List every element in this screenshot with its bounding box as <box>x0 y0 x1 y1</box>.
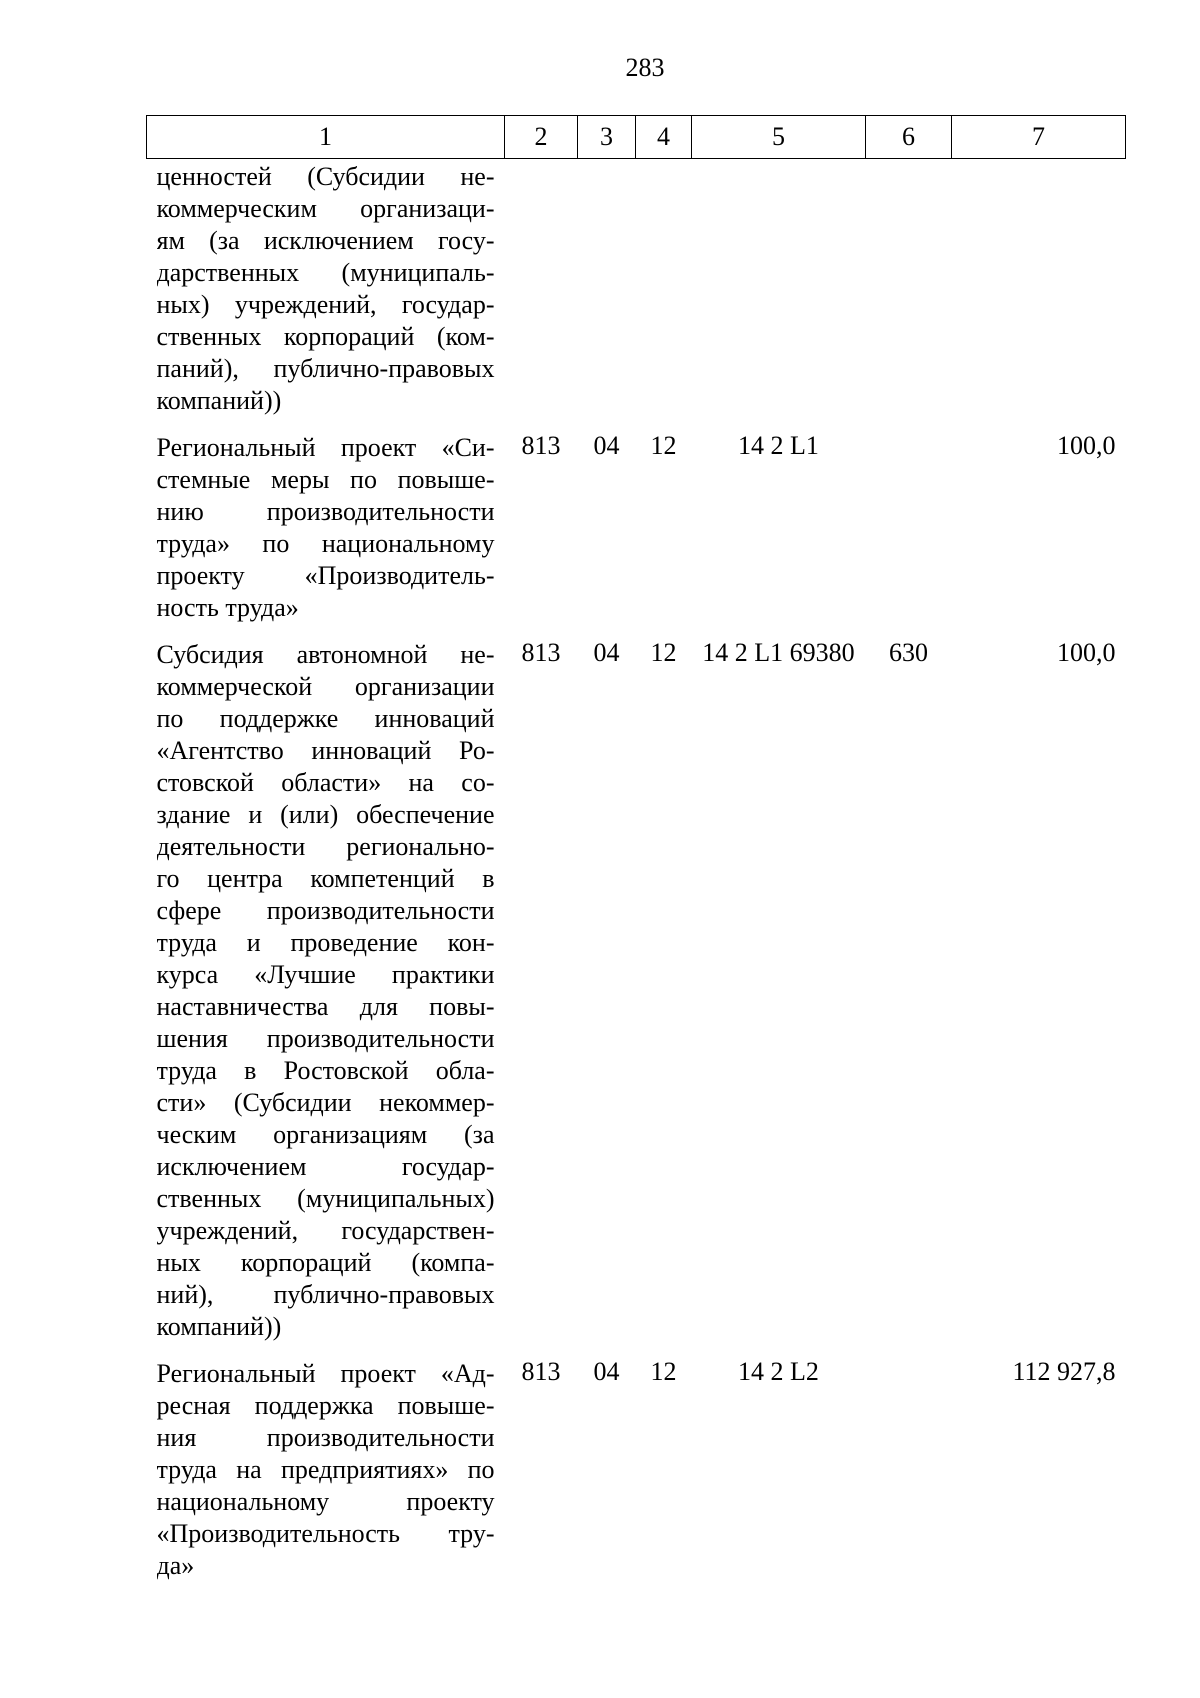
table-row <box>147 159 1126 431</box>
row-name-line: компаний)) <box>156 386 282 415</box>
target-article-cell <box>692 159 866 431</box>
row-name-line: ям (за исключением госу- <box>156 226 495 255</box>
row-name-line: исключением государ- <box>156 1152 495 1181</box>
header-col-1: 1 <box>147 116 505 159</box>
header-col-7: 7 <box>952 116 1126 159</box>
row-name-line: Субсидия автономной не- <box>156 640 495 669</box>
row-name-line: ресная поддержка повыше- <box>156 1391 495 1420</box>
row-name-line: да» <box>156 1551 195 1580</box>
subsection-code-cell: 12 <box>650 1357 677 1386</box>
row-name-line: Региональный проект «Ад- <box>156 1359 495 1388</box>
expense-type-cell <box>866 159 952 431</box>
row-name-line: труда» по национальному <box>156 529 495 558</box>
budget-table <box>146 115 1126 1595</box>
expense-type-cell: 630 <box>889 638 928 667</box>
row-name-line: «Производительность тру- <box>156 1519 495 1548</box>
amount-cell: 100,0 <box>1057 431 1116 460</box>
row-name-line: ценностей (Субсидии не- <box>156 162 495 191</box>
row-name-line: ных) учреждений, государ- <box>156 290 495 319</box>
row-name-line: дарственных (муниципаль- <box>156 258 495 287</box>
row-name-cell <box>147 1356 505 1595</box>
ministry-code-cell: 813 <box>521 1357 561 1386</box>
header-col-6: 6 <box>866 116 952 159</box>
target-article-cell: 14 2 L1 69380 <box>702 638 855 667</box>
header-col-2: 2 <box>505 116 578 159</box>
amount-cell <box>952 159 1126 431</box>
ministry-code-cell: 813 <box>521 431 561 460</box>
table-body <box>147 159 1126 1596</box>
row-name-line: по поддержке инноваций <box>156 704 495 733</box>
row-name-line: коммерческим организаци- <box>156 194 495 223</box>
row-name-line: национальному проекту <box>156 1487 495 1516</box>
row-name-cell <box>147 159 505 431</box>
header-row <box>147 116 1126 159</box>
row-name-line: «Агентство инноваций Ро- <box>156 736 495 765</box>
row-name-line: труда и проведение кон- <box>156 928 495 957</box>
ministry-code-cell: 813 <box>521 638 561 667</box>
row-name-line: учреждений, государствен- <box>156 1216 495 1245</box>
table-row <box>147 430 1126 637</box>
row-name-line: сфере производительности <box>156 896 495 925</box>
row-name-line: труда на предприятиях» по <box>156 1455 495 1484</box>
row-name-line: ственных (муниципальных) <box>156 1184 495 1213</box>
row-name-line: компаний)) <box>156 1312 282 1341</box>
row-name-line: ний), публично-правовых <box>156 1280 495 1309</box>
row-name-line: проекту «Производитель- <box>156 561 495 590</box>
table-header <box>147 116 1126 159</box>
table-row <box>147 637 1126 1356</box>
row-name-line: сти» (Субсидии некоммер- <box>156 1088 495 1117</box>
section-code-cell: 04 <box>593 1357 620 1386</box>
row-name-line: нию производительности <box>156 497 495 526</box>
row-name-cell <box>147 430 505 637</box>
row-name-line: деятельности регионально- <box>156 832 495 861</box>
page-number: 283 <box>625 53 665 82</box>
row-name-line: ния производительности <box>156 1423 495 1452</box>
target-article-cell: 14 2 L2 <box>738 1357 819 1386</box>
header-col-5: 5 <box>692 116 866 159</box>
expense-type-cell <box>866 430 952 637</box>
subsection-code-cell: 12 <box>650 431 677 460</box>
subsection-code-cell: 12 <box>650 638 677 667</box>
subsection-code-cell <box>636 159 692 431</box>
row-name-line: ных корпораций (компа- <box>156 1248 495 1277</box>
row-name-line: шения производительности <box>156 1024 495 1053</box>
row-name-line: коммерческой организации <box>156 672 495 701</box>
row-name-line: ческим организациям (за <box>156 1120 495 1149</box>
section-code-cell: 04 <box>593 431 620 460</box>
row-name-line: ность труда» <box>156 593 299 622</box>
section-code-cell: 04 <box>593 638 620 667</box>
row-name-line: паний), публично-правовых <box>156 354 495 383</box>
section-code-cell <box>578 159 636 431</box>
row-name-line: здание и (или) обеспечение <box>156 800 495 829</box>
header-col-4: 4 <box>636 116 692 159</box>
row-name-cell <box>147 637 505 1356</box>
row-name-line: го центра компетенций в <box>156 864 495 893</box>
target-article-cell: 14 2 L1 <box>738 431 819 460</box>
header-col-3: 3 <box>578 116 636 159</box>
amount-cell: 112 927,8 <box>1012 1357 1116 1386</box>
table-row <box>147 1356 1126 1595</box>
row-name-line: Региональный проект «Си- <box>156 433 495 462</box>
row-name-line: стовской области» на со- <box>156 768 495 797</box>
row-name-line: наставничества для повы- <box>156 992 495 1021</box>
row-name-line: стемные меры по повыше- <box>156 465 495 494</box>
ministry-code-cell <box>505 159 578 431</box>
row-name-line: ственных корпораций (ком- <box>156 322 495 351</box>
amount-cell: 100,0 <box>1057 638 1116 667</box>
row-name-line: курса «Лучшие практики <box>156 960 495 989</box>
expense-type-cell <box>866 1356 952 1595</box>
row-name-line: труда в Ростовской обла- <box>156 1056 495 1085</box>
